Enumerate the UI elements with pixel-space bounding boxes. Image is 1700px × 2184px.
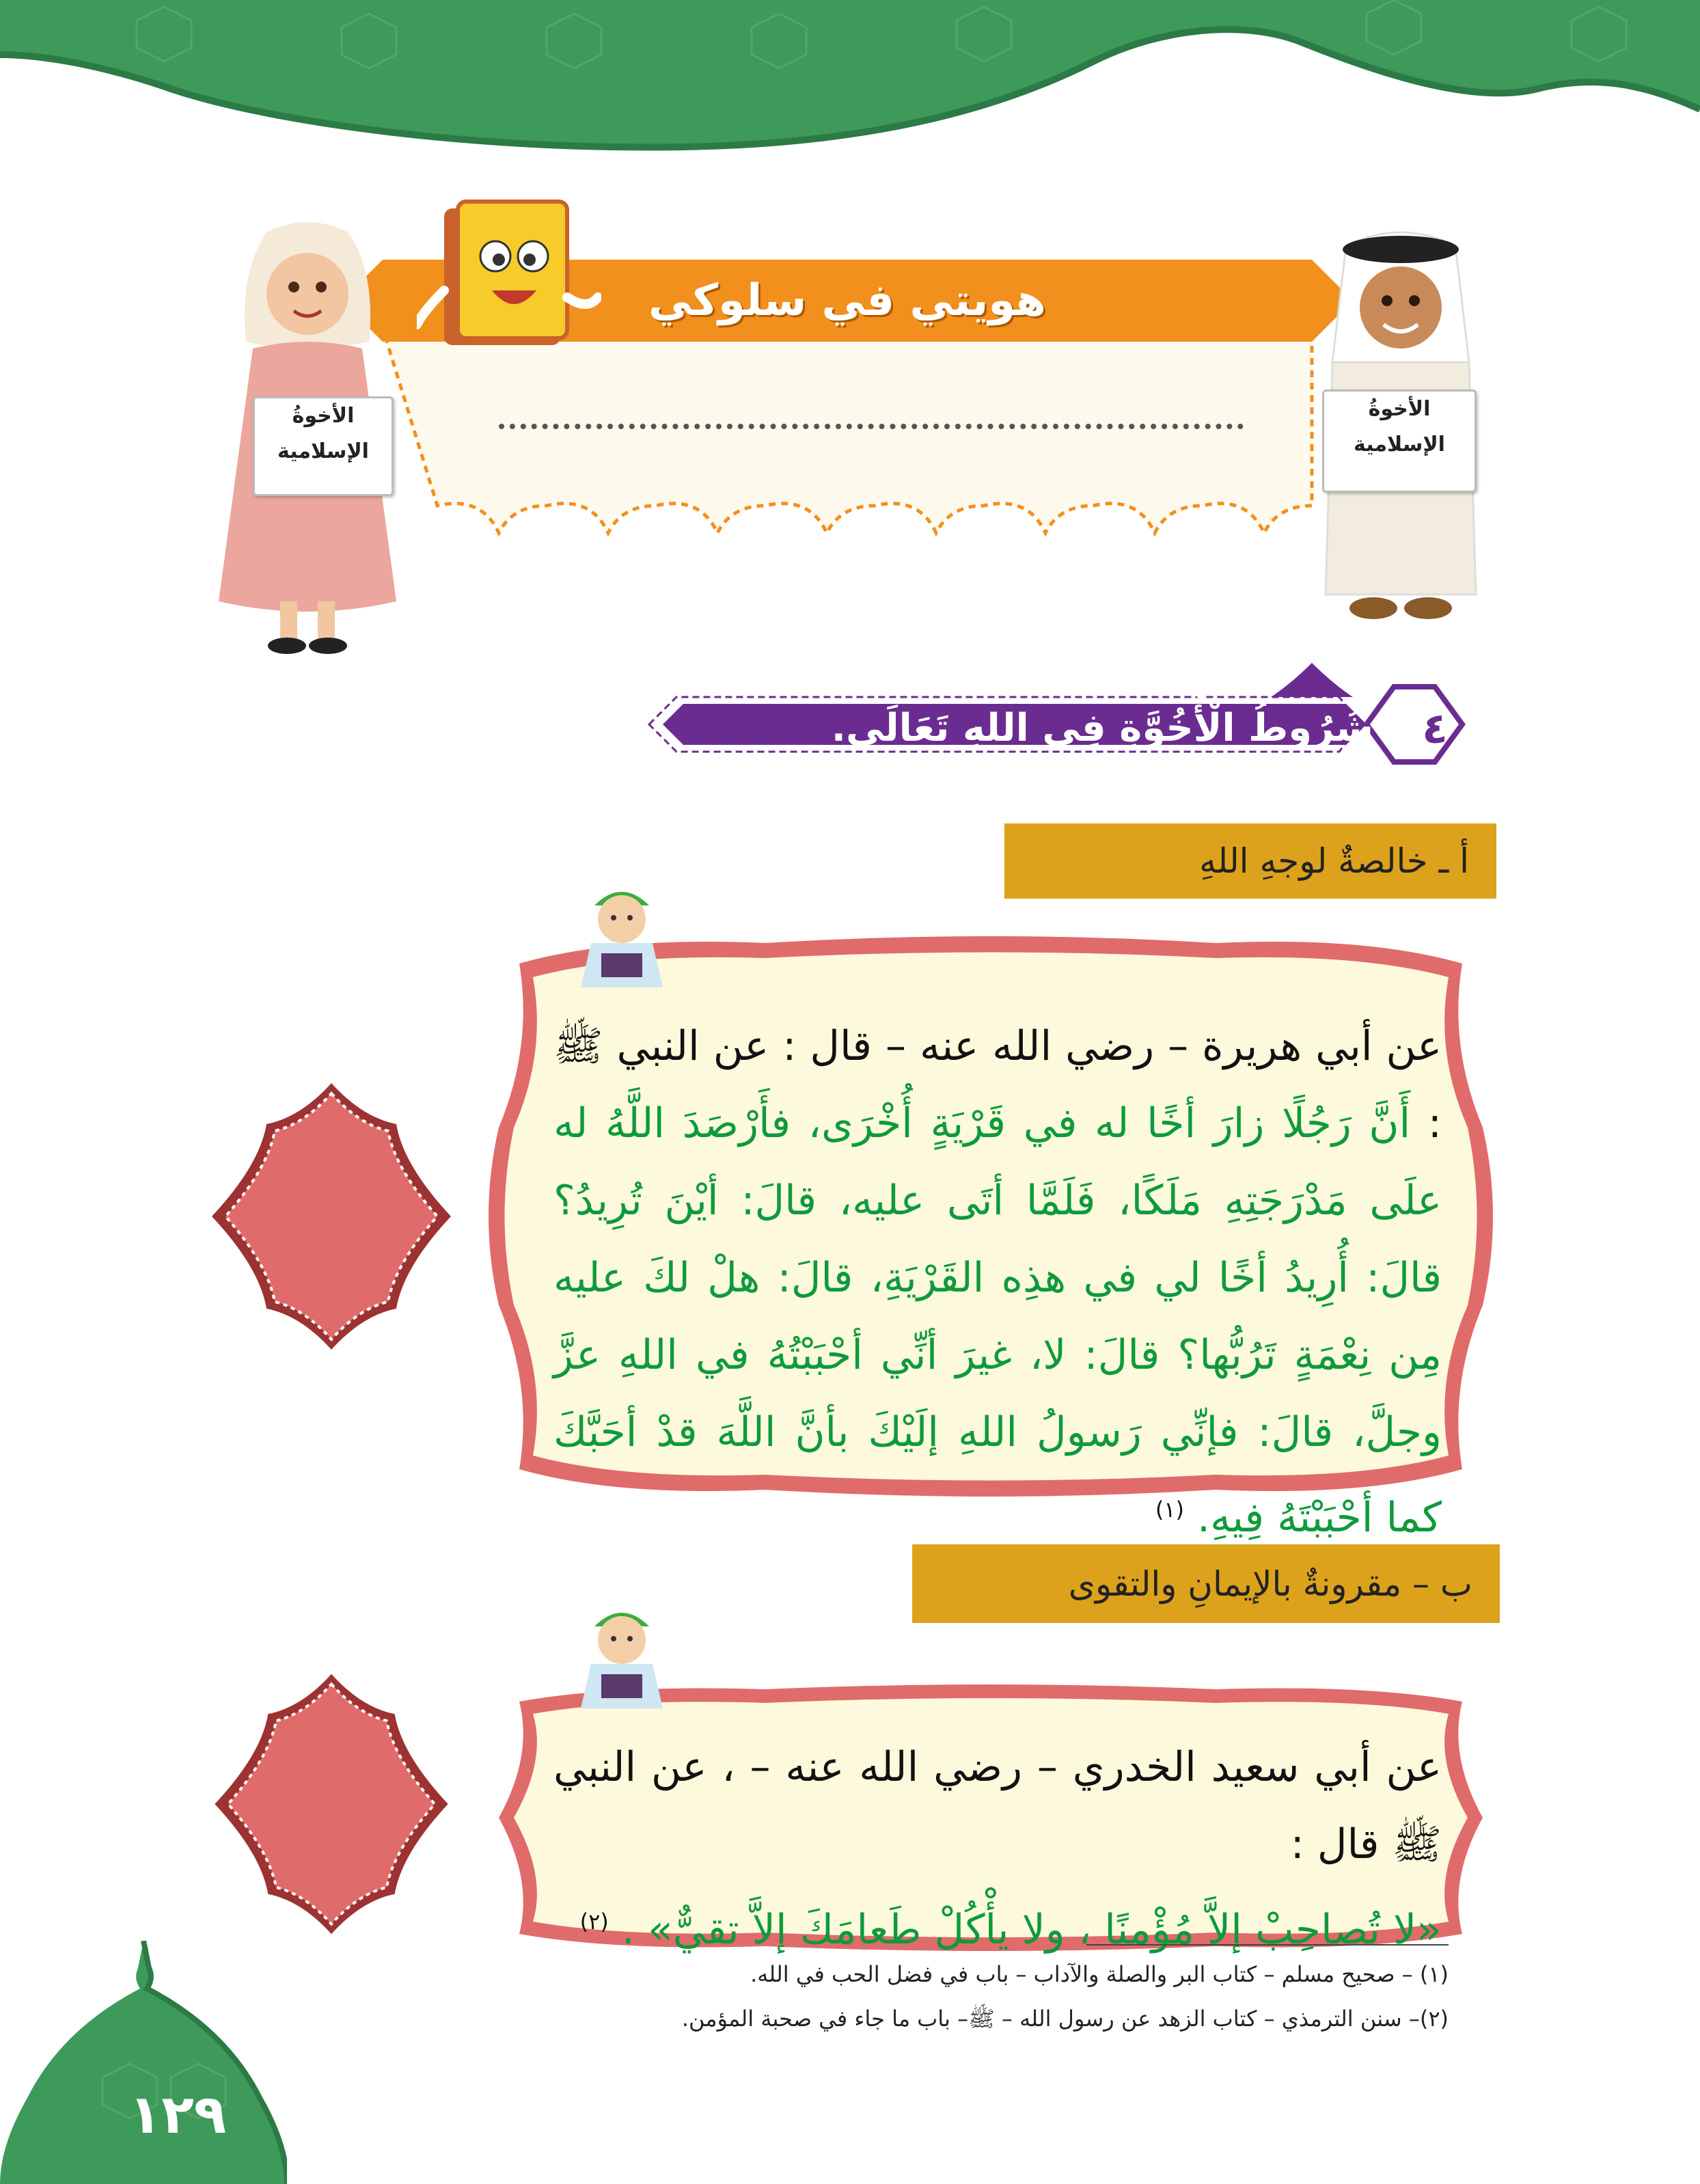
girl-sign	[253, 396, 394, 496]
hadith-1-ref: (١)	[1155, 1497, 1184, 1523]
hadith-1-text	[553, 1008, 1442, 1542]
girl-sign-line-1: الأخوةُ	[292, 404, 355, 428]
banner-title: هويتي في سلوكي	[648, 275, 1046, 326]
hadith-2-body: «لا تُصاحِبْ إلاَّ مُؤْمنًا ، ولا يأْكُلْ طَعامَكَ إلاَّ تقيٌّ» .	[621, 1906, 1442, 1954]
footnote-divider	[1086, 1944, 1449, 1946]
girl-sign-line-2: الإسلامية	[277, 439, 369, 463]
footnote-2: (٢)– سنن الترمذي – كتاب الزهد عن رسول الله – ﷺ– باب ما جاء في صحبة المؤمن.	[681, 2006, 1449, 2032]
footnote-1: (١) – صحيح مسلم – كتاب البر والصلة والآداب – باب في فضل الحب في الله.	[750, 1961, 1449, 1987]
book-mascot-icon	[417, 195, 601, 352]
hadith-2-intro: عن أبي سعيد الخدري – رضي الله عنه – ، عن النبي ﷺ قال :	[553, 1743, 1442, 1868]
decorative-diamond	[205, 1076, 458, 1356]
boy-sign-line-1: الأخوةُ	[1368, 397, 1431, 421]
decorative-diamond	[205, 1667, 458, 1941]
boy-sign	[1322, 390, 1477, 493]
hadith-1-intro: عن أبي هريرة – رضي الله عنه – قال : عن النبي ﷺ :	[553, 1022, 1442, 1147]
reading-boy-icon	[567, 1599, 676, 1715]
subsection-a-label: أ ـ خالصةٌ لوجهِ اللهِ	[1199, 841, 1469, 881]
reading-boy-icon	[567, 878, 676, 994]
section-title: شُرُوطُ الْأُخُوَّةِ فِي اللهِ تَعَالَى.	[831, 705, 1373, 750]
subsection-b-label: ب – مقرونةٌ بالإيمانِ والتقوى	[1068, 1564, 1472, 1604]
hadith-2-text	[553, 1729, 1442, 1954]
banner-dotted-line	[499, 383, 1244, 429]
subsection-a-heading	[1004, 823, 1496, 899]
page-number: ١٢٩	[128, 2084, 227, 2146]
subsection-b-heading	[912, 1544, 1500, 1623]
boy-sign-line-2: الإسلامية	[1354, 433, 1445, 456]
hadith-2-ref: (٢)	[579, 1909, 609, 1935]
hadith-1-body: أَنَّ رَجُلًا زارَ أخًا له في قَرْيَةٍ أُخْرَى، فأَرْصَدَ اللَّهُ له علَى مَدْرَجَتِهِ مَلَكًا، فَلَمَّا أتَى عليه، قالَ: أيْنَ تُرِيدُ؟ قالَ: أُرِيدُ أخًا لي في هذِه القَرْيَةِ، قالَ: هلْ لكَ عليه مِن نِعْمَةٍ تَرُبُّها؟ قالَ: لا، غيرَ أنِّي أحْبَبْتُهُ في اللهِ عزَّ وجلَّ، قالَ: فإنِّي رَسولُ اللهِ إلَيْكَ بأنَّ اللَّهَ قدْ أحَبَّكَ كما أحْبَبْتَهُ فِيهِ.	[553, 1100, 1442, 1542]
top-decorative-wave	[0, 0, 1700, 164]
section-number: ٤	[1422, 702, 1448, 753]
